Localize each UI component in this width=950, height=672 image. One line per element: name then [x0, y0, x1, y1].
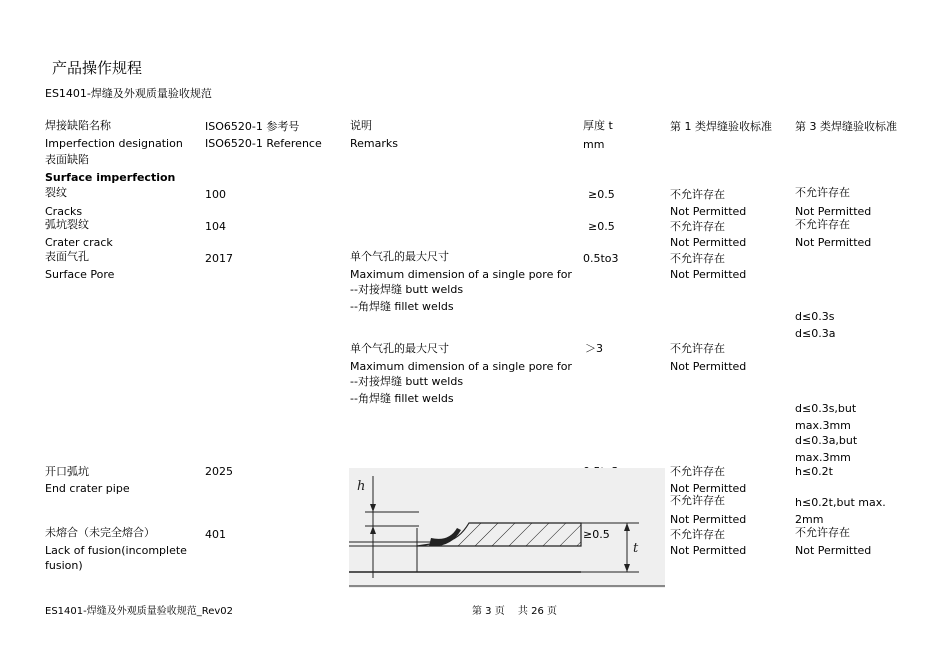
lack-fusion-thickness: ≥0.5 — [583, 528, 610, 541]
pore-a-class1-cn: 不允许存在 — [670, 252, 725, 265]
pore-b-class1-en: Not Permitted — [670, 360, 747, 373]
end-crater-a-class1-en: Not Permitted — [670, 482, 747, 495]
cracks-class3-cn: 不允许存在 — [795, 186, 850, 199]
surface-pore-name-en: Surface Pore — [45, 268, 115, 281]
pore-a-remark-en: Maximum dimension of a single pore for — [350, 268, 572, 281]
pore-b-remark-butt: --对接焊缝 butt welds — [350, 375, 464, 388]
pore-b-remark-en: Maximum dimension of a single pore for — [350, 360, 572, 373]
cracks-thickness: ≥0.5 — [588, 188, 615, 201]
header-name-en: Imperfection designation — [45, 137, 183, 150]
header-name-cn: 焊接缺陷名称 — [45, 119, 111, 132]
lack-fusion-name-en-1: Lack of fusion(incomplete — [45, 544, 187, 557]
lack-fusion-class3-cn: 不允许存在 — [795, 526, 850, 539]
figure-label-t: t — [633, 541, 639, 556]
end-crater-name-en: End crater pipe — [45, 482, 130, 495]
crater-crack-class1-en: Not Permitted — [670, 236, 747, 249]
end-crater-b-class1-en: Not Permitted — [670, 513, 747, 526]
section-title-cn: 表面缺陷 — [45, 153, 89, 166]
figure-label-h: h — [357, 479, 366, 494]
pore-a-class3-butt: d≤0.3s — [795, 310, 835, 323]
lack-fusion-ref: 401 — [205, 528, 226, 541]
pore-a-remark-cn: 单个气孔的最大尺寸 — [350, 250, 449, 263]
pore-b-thickness: ＞3 — [585, 342, 603, 355]
header-remarks-cn: 说明 — [350, 119, 372, 132]
pore-b-class3-fillet-2: max.3mm — [795, 451, 851, 464]
crater-crack-class3-cn: 不允许存在 — [795, 218, 850, 231]
cracks-class1-cn: 不允许存在 — [670, 188, 725, 201]
cracks-name-cn: 裂纹 — [45, 186, 67, 199]
pore-a-remark-fillet: --角焊缝 fillet welds — [350, 300, 454, 313]
pore-b-class3-butt-1: d≤0.3s,but — [795, 402, 857, 415]
end-crater-ref: 2025 — [205, 465, 233, 478]
cracks-name-en: Cracks — [45, 205, 83, 218]
crater-crack-class3-en: Not Permitted — [795, 236, 872, 249]
section-title-en: Surface imperfection — [45, 171, 176, 184]
cracks-class1-en: Not Permitted — [670, 205, 747, 218]
footer-doc: ES1401-焊缝及外观质量验收规范_Rev02 — [45, 606, 234, 617]
pore-b-remark-fillet: --角焊缝 fillet welds — [350, 392, 454, 405]
pore-b-class1-cn: 不允许存在 — [670, 342, 725, 355]
surface-pore-name-cn: 表面气孔 — [45, 250, 89, 263]
header-class1: 第 1 类焊缝验收标准 — [670, 120, 772, 133]
cracks-class3-en: Not Permitted — [795, 205, 872, 218]
pore-b-class3-fillet-1: d≤0.3a,but — [795, 434, 858, 447]
end-crater-b-class3-2: 2mm — [795, 513, 824, 526]
pore-a-class3-fillet: d≤0.3a — [795, 327, 836, 340]
crater-crack-ref: 104 — [205, 220, 226, 233]
header-thickness: 厚度 t — [583, 119, 613, 132]
surface-pore-ref: 2017 — [205, 252, 233, 265]
lack-fusion-class1-cn: 不允许存在 — [670, 528, 725, 541]
lack-fusion-class1-en: Not Permitted — [670, 544, 747, 557]
end-crater-a-class1-cn: 不允许存在 — [670, 465, 725, 478]
header-remarks-en: Remarks — [350, 137, 398, 150]
document-title: 产品操作规程 — [52, 59, 143, 77]
crater-crack-name-cn: 弧坑裂纹 — [45, 218, 89, 231]
lack-fusion-class3-en: Not Permitted — [795, 544, 872, 557]
cracks-ref: 100 — [205, 188, 226, 201]
pore-a-class1-en: Not Permitted — [670, 268, 747, 281]
end-crater-b-class1-cn: 不允许存在 — [670, 494, 725, 507]
pore-b-remark-cn: 单个气孔的最大尺寸 — [350, 342, 449, 355]
end-crater-a-class3: h≤0.2t — [795, 465, 833, 478]
crater-crack-name-en: Crater crack — [45, 236, 113, 249]
header-class3: 第 3 类焊缝验收标准 — [795, 120, 897, 133]
crater-crack-class1-cn: 不允许存在 — [670, 220, 725, 233]
end-crater-name-cn: 开口弧坑 — [45, 465, 89, 478]
pore-b-class3-butt-2: max.3mm — [795, 419, 851, 432]
lack-fusion-name-en-2: fusion) — [45, 559, 83, 572]
footer-page: 第 3 页 共 26 页 — [472, 606, 557, 617]
crater-crack-thickness: ≥0.5 — [588, 220, 615, 233]
document-subtitle: ES1401-焊缝及外观质量验收规范 — [45, 87, 212, 100]
header-thickness-unit: mm — [583, 138, 605, 151]
pore-a-remark-butt: --对接焊缝 butt welds — [350, 283, 464, 296]
header-ref-cn: ISO6520-1 参考号 — [205, 120, 300, 133]
end-crater-figure — [349, 468, 665, 588]
header-ref-en: ISO6520-1 Reference — [205, 137, 322, 150]
end-crater-b-class3-1: h≤0.2t,but max. — [795, 496, 886, 509]
pore-a-thickness: 0.5to3 — [583, 252, 619, 265]
lack-fusion-name-cn: 未熔合（未完全熔合） — [45, 526, 155, 539]
